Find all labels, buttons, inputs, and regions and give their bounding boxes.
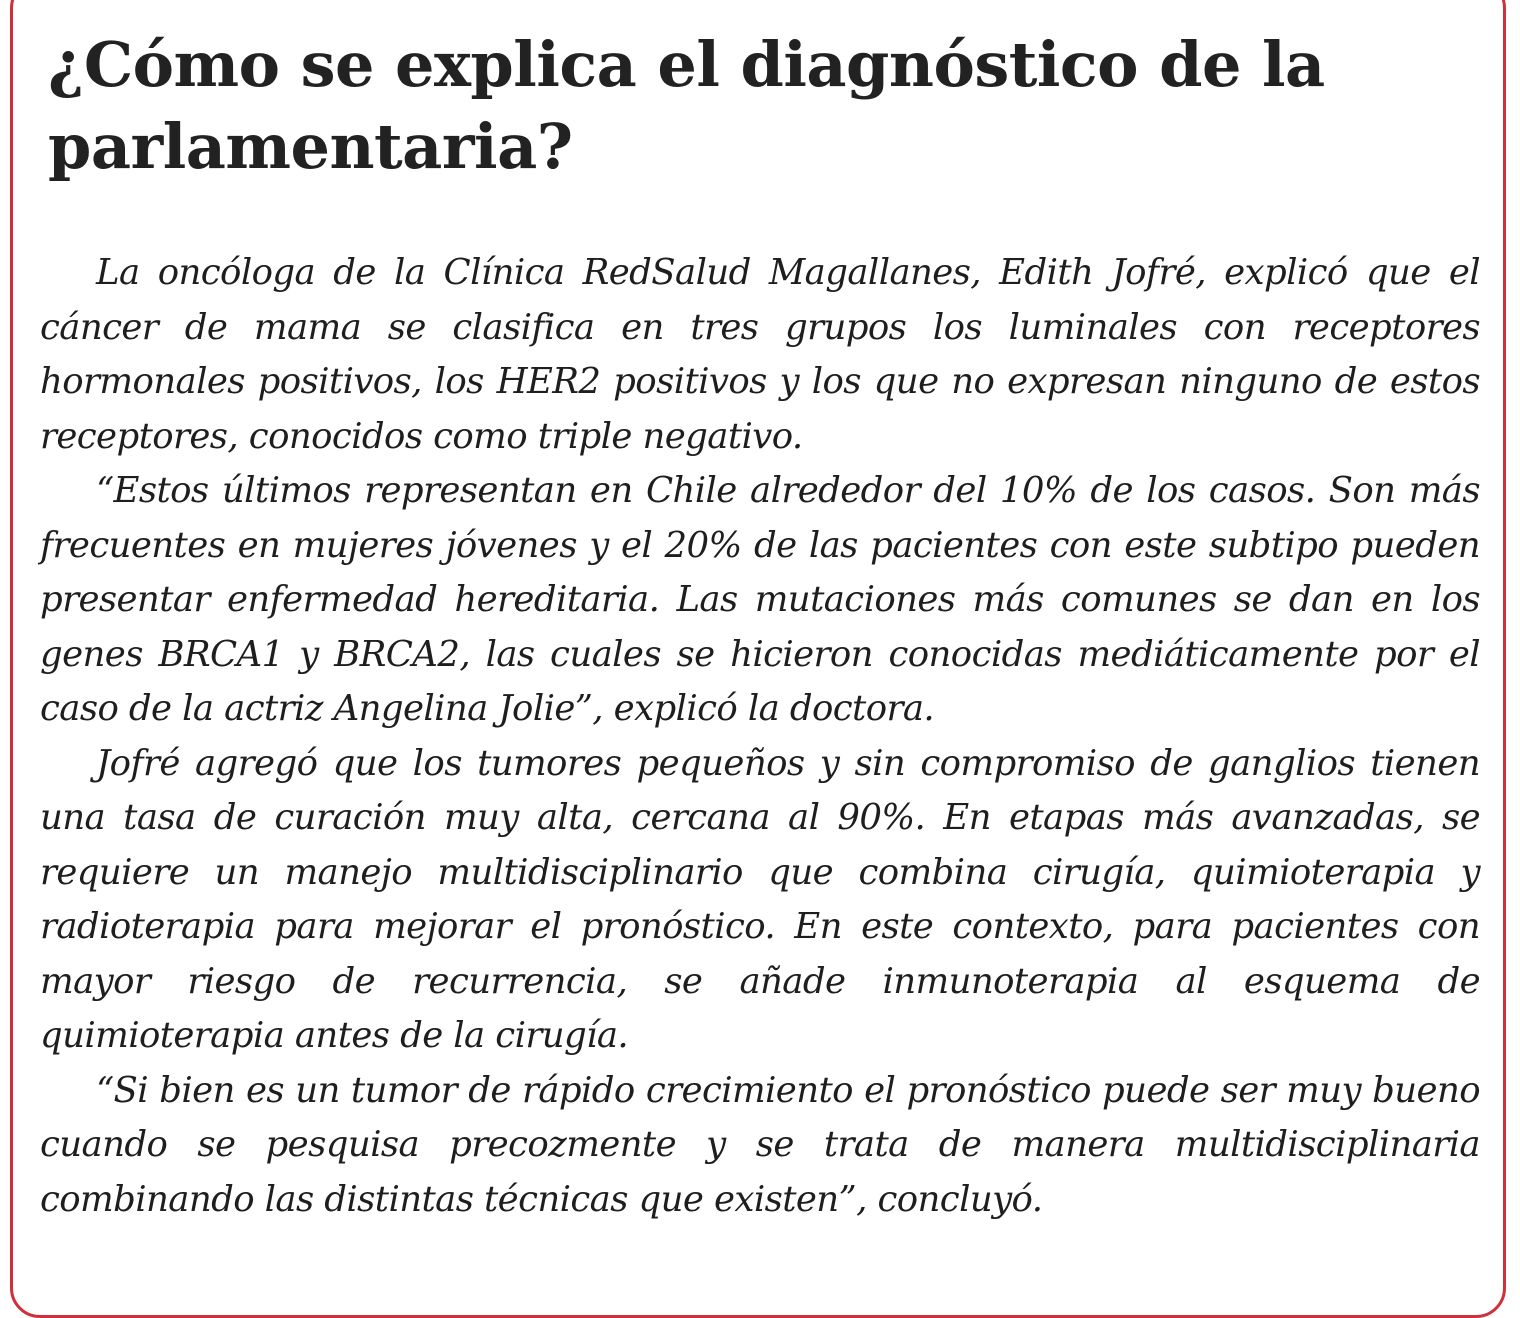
article-title: ¿Cómo se explica el diagnóstico de la parlamentaria? bbox=[48, 28, 1325, 183]
paragraph-3: Jofré agregó que los tumores pequeños y sin compromiso de ganglios tienen una tasa de curación muy alta, cercana al 90%. En etapas más avanzadas, se requiere un manejo multidisciplinario que combina cirugía, quimioterapia y radioterapia para mejorar el pronóstico. En este contexto, para pacientes con mayor riesgo de recurrencia, se añade inmunoterapia al esquema de quimioterapia antes de la cirugía. bbox=[40, 742, 1480, 1056]
article-body bbox=[40, 246, 1480, 1227]
paragraph-2: “Estos últimos representan en Chile alrededor del 10% de los casos. Son más frecuentes en mujeres jóvenes y el 20% de las pacientes con este subtipo pueden presentar enfermedad hereditaria. Las mutaciones más comunes se dan en los genes BRCA1 y BRCA2, las cuales se hicieron conocidas mediáticamente por el caso de la actriz Angelina Jolie”, explicó la doctora. bbox=[40, 470, 1480, 729]
paragraph-4: “Si bien es un tumor de rápido crecimiento el pronóstico puede ser muy bueno cuando se pesquisa precozmente y se trata de manera multidisciplinaria combinando las distintas técnicas que existen”, concluyó. bbox=[40, 1069, 1480, 1220]
paragraph-1: La oncóloga de la Clínica RedSalud Magallanes, Edith Jofré, explicó que el cáncer de mama se clasifica en tres grupos los luminales con receptores hormonales positivos, los HER2 positivos y los que no expresan ninguno de estos receptores, conocidos como triple negativo. bbox=[40, 252, 1480, 457]
